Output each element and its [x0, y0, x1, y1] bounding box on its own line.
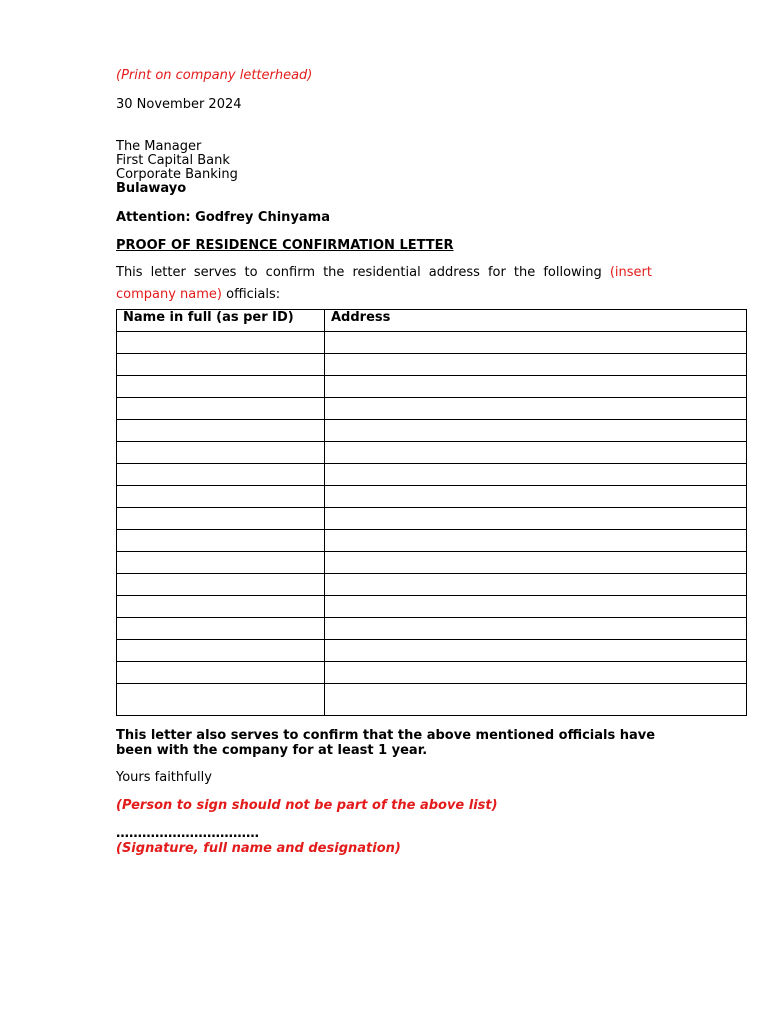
intro-text-end: officials:	[222, 287, 281, 302]
name-cell	[117, 552, 325, 574]
address-cell	[325, 662, 747, 684]
recipient-line-2: First Capital Bank	[116, 153, 230, 168]
address-cell	[325, 552, 747, 574]
table-row	[117, 552, 747, 574]
address-cell	[325, 442, 747, 464]
table-row	[117, 684, 747, 716]
table-row	[117, 618, 747, 640]
table-row	[117, 464, 747, 486]
name-cell	[117, 376, 325, 398]
closing-statement: This letter also serves to confirm that the above mentioned officials have been with the company for at least 1 year.	[116, 728, 656, 758]
name-cell	[117, 486, 325, 508]
signer-note: (Person to sign should not be part of the above list)	[116, 798, 498, 813]
table-row	[117, 662, 747, 684]
name-cell	[117, 596, 325, 618]
address-cell	[325, 398, 747, 420]
address-cell	[325, 574, 747, 596]
address-cell	[325, 618, 747, 640]
name-cell	[117, 420, 325, 442]
column-header-name: Name in full (as per ID)	[117, 310, 325, 332]
address-cell	[325, 530, 747, 552]
name-cell	[117, 398, 325, 420]
table-row	[117, 508, 747, 530]
name-cell	[117, 530, 325, 552]
table-row	[117, 530, 747, 552]
address-cell	[325, 640, 747, 662]
table-row	[117, 486, 747, 508]
table-row	[117, 596, 747, 618]
column-header-address: Address	[325, 310, 747, 332]
address-cell	[325, 684, 747, 716]
company-name-placeholder: (insert company name)	[116, 265, 652, 302]
signature-line: ……………………………	[116, 826, 259, 841]
table-row	[117, 442, 747, 464]
table-row	[117, 420, 747, 442]
recipient-line-4: Bulawayo	[116, 181, 187, 196]
name-cell	[117, 684, 325, 716]
address-cell	[325, 596, 747, 618]
signature-caption: (Signature, full name and designation)	[116, 841, 401, 856]
name-cell	[117, 640, 325, 662]
table-header-row	[117, 310, 747, 332]
address-cell	[325, 464, 747, 486]
name-cell	[117, 442, 325, 464]
subject-heading: PROOF OF RESIDENCE CONFIRMATION LETTER	[116, 238, 454, 253]
name-cell	[117, 574, 325, 596]
table-row	[117, 640, 747, 662]
address-cell	[325, 508, 747, 530]
table-row	[117, 332, 747, 354]
address-cell	[325, 354, 747, 376]
name-cell	[117, 354, 325, 376]
letterhead-note: (Print on company letterhead)	[116, 68, 313, 83]
intro-paragraph	[116, 262, 652, 306]
sign-off: Yours faithfully	[116, 770, 212, 785]
address-cell	[325, 486, 747, 508]
recipient-line-1: The Manager	[116, 139, 202, 154]
address-cell	[325, 332, 747, 354]
letter-date: 30 November 2024	[116, 97, 242, 112]
table-body	[117, 332, 747, 716]
address-cell	[325, 420, 747, 442]
name-cell	[117, 464, 325, 486]
name-cell	[117, 508, 325, 530]
name-cell	[117, 618, 325, 640]
intro-text: This letter serves to confirm the residential address for the following	[116, 265, 610, 280]
table-row	[117, 376, 747, 398]
table-row	[117, 574, 747, 596]
table-row	[117, 354, 747, 376]
name-cell	[117, 332, 325, 354]
name-cell	[117, 662, 325, 684]
attention-line: Attention: Godfrey Chinyama	[116, 210, 331, 225]
recipient-line-3: Corporate Banking	[116, 167, 238, 182]
address-cell	[325, 376, 747, 398]
table-row	[117, 398, 747, 420]
officials-table	[116, 309, 747, 716]
